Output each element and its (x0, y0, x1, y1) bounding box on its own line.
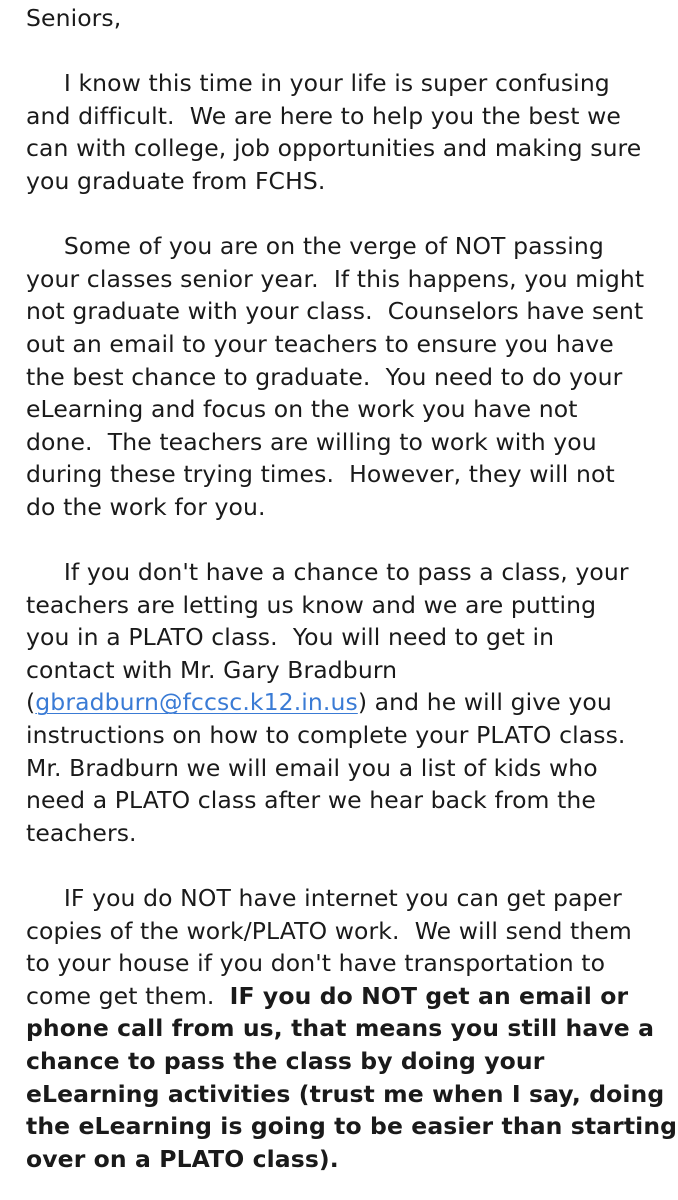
paragraph-line: done. The teachers are willing to work with you (26, 427, 597, 456)
paragraph-line-bold: eLearning activities (trust me when I say, doing (26, 1079, 665, 1108)
paragraph-line: do the work for you. (26, 492, 266, 521)
paragraph-passing (26, 230, 666, 523)
paragraph-line-mixed (26, 980, 666, 1013)
paragraph-line: IF you do NOT have internet you can get paper (26, 884, 622, 913)
bold-text: IF you do NOT get an email or (229, 981, 629, 1010)
paragraph-gap (26, 849, 666, 882)
letter-body (26, 2, 678, 1175)
paragraph-line: you in a PLATO class. You will need to get in (26, 623, 555, 652)
paragraph-line: the best chance to graduate. You need to do your (26, 362, 623, 391)
paragraph-intro (26, 67, 666, 197)
paragraph-line: during these trying times. However, they will not (26, 460, 615, 489)
paragraph-line: can with college, job opportunities and making sure (26, 134, 642, 163)
paragraph-internet (26, 882, 678, 1175)
paragraph-line: need a PLATO class after we hear back from the (26, 786, 596, 815)
paragraph-gap (26, 35, 666, 68)
paragraph-line: I know this time in your life is super confusing (26, 69, 610, 98)
greeting: Seniors, (26, 4, 122, 32)
paragraph-line: If you don't have a chance to pass a class, your (26, 558, 629, 587)
open-paren: ( (26, 688, 36, 717)
paragraph-line: to your house if you don't have transportation to (26, 949, 606, 978)
paragraph-plato (26, 556, 666, 849)
paragraph-line: Some of you are on the verge of NOT passing (26, 232, 604, 261)
paragraph-line-bold: over on a PLATO class). (26, 1144, 339, 1173)
paragraph-line-email (26, 686, 666, 719)
paragraph-line: and difficult. We are here to help you the best we (26, 101, 621, 130)
paragraph-line: teachers. (26, 818, 137, 847)
paragraph-gap (26, 198, 666, 231)
paragraph-line-bold: the eLearning is going to be easier than starting (26, 1112, 678, 1141)
paragraph-line: out an email to your teachers to ensure you have (26, 329, 614, 358)
paragraph-line: instructions on how to complete your PLATO class. (26, 721, 626, 750)
paragraph-line: contact with Mr. Gary Bradburn (26, 655, 398, 684)
plain-text: come get them. (26, 981, 230, 1010)
paragraph-line: not graduate with your class. Counselors have sent (26, 297, 644, 326)
paragraph-line-bold: chance to pass the class by doing your (26, 1047, 545, 1075)
paragraph-line: eLearning and focus on the work you have not (26, 395, 578, 424)
paragraph-line: Mr. Bradburn we will email you a list of kids who (26, 753, 598, 782)
paragraph-line: copies of the work/PLATO work. We will send them (26, 916, 632, 945)
paragraph-line-bold: phone call from us, that means you still have a (26, 1014, 655, 1043)
paragraph-line: your classes senior year. If this happens, you might (26, 264, 645, 293)
email-line-rest: ) and he will give you (357, 688, 612, 717)
paragraph-gap (26, 524, 666, 557)
paragraph-line: teachers are letting us know and we are putting (26, 590, 597, 619)
email-link[interactable]: gbradburn@fccsc.k12.in.us (35, 688, 358, 717)
paragraph-line: you graduate from FCHS. (26, 166, 326, 195)
